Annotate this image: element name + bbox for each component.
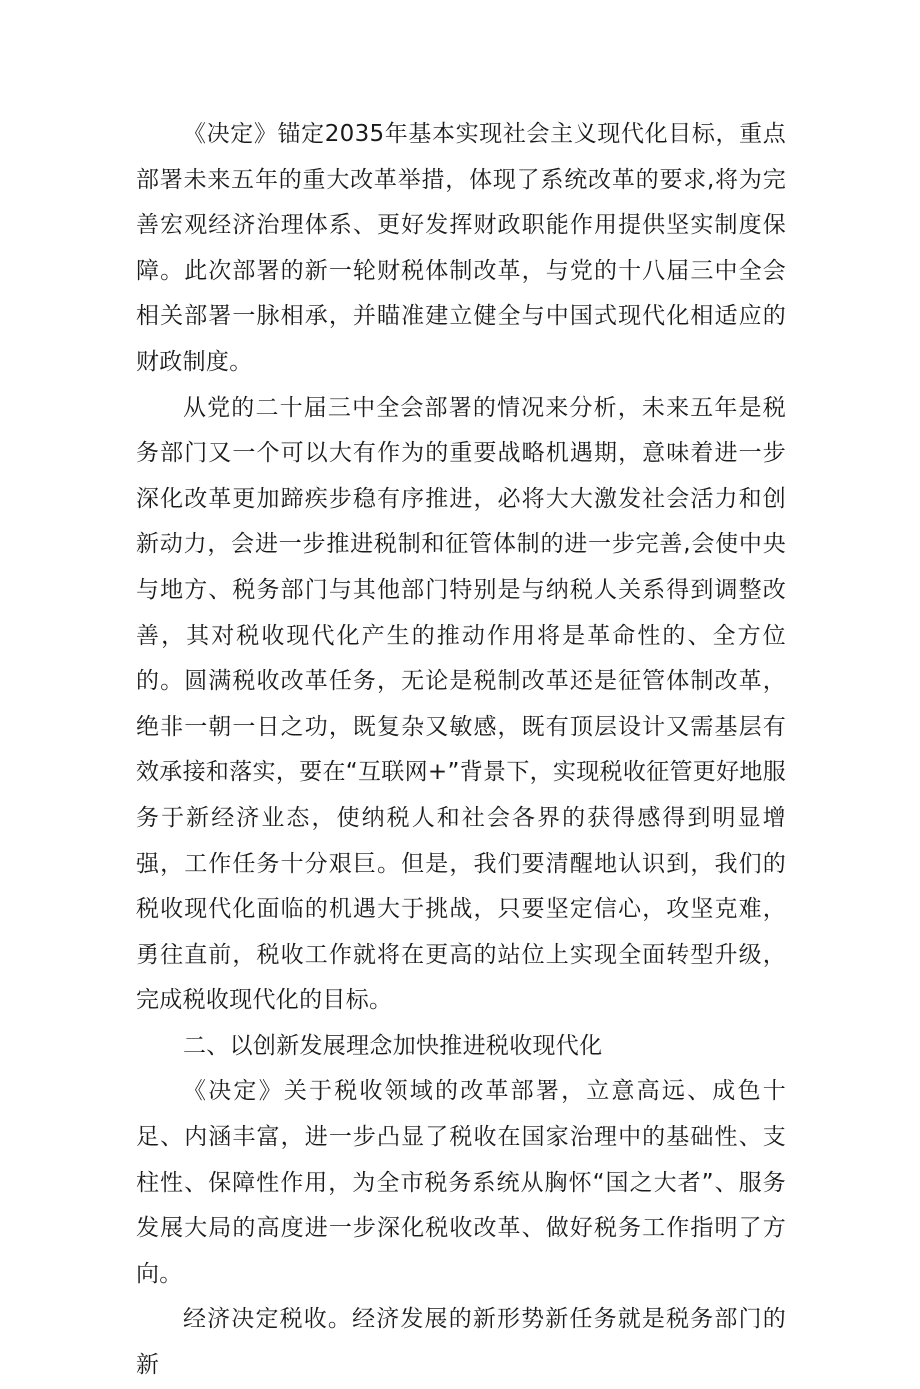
paragraph-1: 《决定》锚定2035年基本实现社会主义现代化目标，重点部署未来五年的重大改革举措，体现了系统改革的要求,将为完善宏观经济治理体系、更好发挥财政职能作用提供坚实制度保障。此次部署的新一轮财税体制改革，与党的十八届三中全会相关部署一脉相承，并瞄准建立健全与中国式现代化相适应的财政制度。 xyxy=(136,121,786,375)
paragraph-2: 从党的二十届三中全会部署的情况来分析，未来五年是税务部门又一个可以大有作为的重要战略机遇期，意味着进一步深化改革更加蹄疾步稳有序推进，必将大大激发社会活力和创新动力，会进一步推进税制和征管体制的进一步完善,会使中央与地方、税务部门与其他部门特别是与纳税人关系得到调整改善，其对税收现代化产生的推动作用将是革命性的、全方位的。圆满税收改革任务，无论是税制改革还是征管体制改革，绝非一朝一日之功，既复杂又敏感，既有顶层设计又需基层有效承接和落实，要在“互联网+”背景下，实现税收征管更好地服务于新经济业态，使纳税人和社会各界的获得感得到明显增强，工作任务十分艰巨。但是，我们要清醒地认识到，我们的税收现代化面临的机遇大于挑战，只要坚定信心，攻坚克难，勇往直前，税收工作就将在更高的站位上实现全面转型升级，完成税收现代化的目标。 xyxy=(136,394,786,1014)
paragraph-3: 《决定》关于税收领域的改革部署，立意高远、成色十足、内涵丰富，进一步凸显了税收在国家治理中的基础性、支柱性、保障性作用，为全市税务系统从胸怀“国之大者”、服务发展大局的高度进一步深化税收改革、做好税务工作指明了方向。 xyxy=(136,1078,786,1287)
document-body xyxy=(136,112,786,1389)
section-heading: 二、以创新发展理念加快推进税收现代化 xyxy=(183,1032,603,1059)
paragraph-4: 经济决定税收。经济发展的新形势新任务就是税务部门的新 xyxy=(136,1306,786,1379)
